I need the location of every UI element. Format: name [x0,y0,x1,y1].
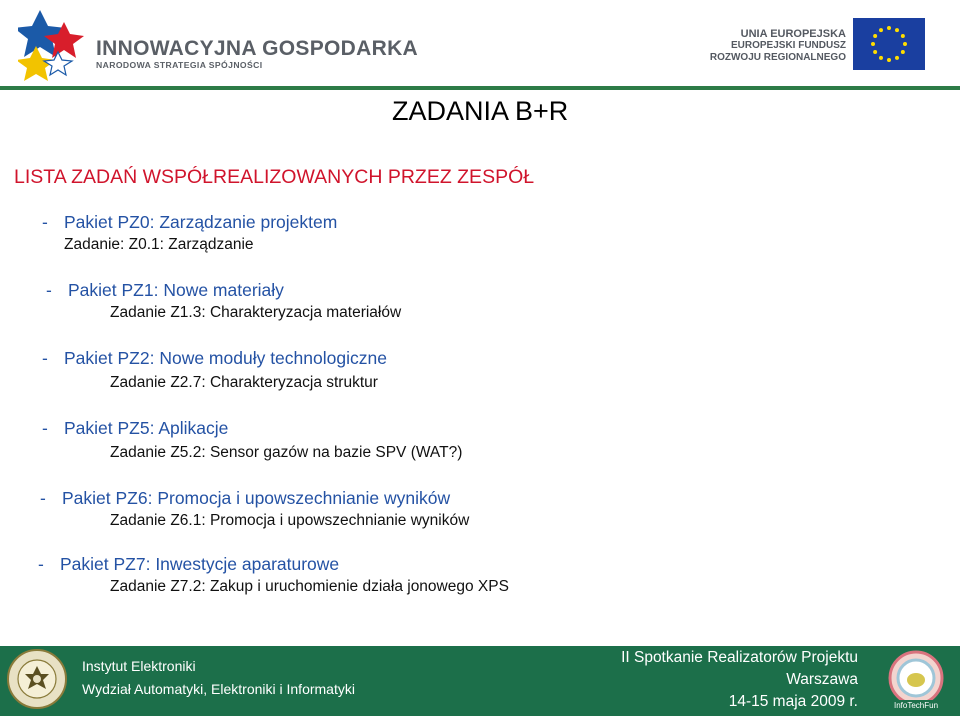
eu-star-icon [895,28,899,32]
bullet-dash: - [42,212,48,232]
bullet-dash: - [42,348,48,368]
task-item: Zadanie Z6.1: Promocja i upowszechnianie wyników [110,512,470,529]
bullet-dash: - [46,280,52,300]
package-label: Pakiet PZ7: Inwestycje aparaturowe [60,554,340,574]
event-date: 14-15 maja 2009 r. [728,693,858,710]
bullet-dash: - [40,488,46,508]
eu-line-1: UNIA EUROPEJSKA [740,28,846,40]
eu-star-icon [903,42,907,46]
innowacyjna-gospodarka-logo-icon [18,8,88,82]
eu-star-icon [901,34,905,38]
package-item [42,212,337,233]
infotechfun-label: InfoTechFun [893,701,939,710]
task-item: Zadanie Z2.7: Charakteryzacja struktur [110,374,378,391]
eu-star-icon [871,42,875,46]
event-location: Warszawa [786,671,858,688]
event-name: II Spotkanie Realizatorów Projektu [621,649,858,666]
program-title: INNOWACYJNA GOSPODARKA [96,37,419,60]
infotechfun-logo-icon [880,650,952,712]
header-banner [0,0,960,88]
bullet-dash: - [42,418,48,438]
eu-star-icon [887,58,891,62]
eu-star-icon [873,50,877,54]
package-item [42,348,387,369]
faculty-name: Wydział Automatyki, Elektroniki i Informatyki [82,681,355,697]
package-item [42,418,228,439]
eu-line-3: ROZWOJU REGIONALNEGO [709,52,846,63]
package-item [46,280,284,301]
eu-star-icon [879,56,883,60]
eu-star-icon [887,26,891,30]
task-item: Zadanie Z5.2: Sensor gazów na bazie SPV (WAT?) [110,444,463,461]
task-item: Zadanie Z1.3: Charakteryzacja materiałów [110,304,402,321]
eu-line-2: EUROPEJSKI FUNDUSZ [730,40,846,51]
package-item [38,554,339,575]
list-heading: LISTA ZADAŃ WSPÓŁREALIZOWANYCH PRZEZ ZESPÓŁ [14,166,535,188]
university-seal-icon [6,648,68,710]
task-item: Zadanie: Z0.1: Zarządzanie [64,236,254,253]
eu-text-block [710,28,846,64]
package-item [40,488,450,509]
eu-star-icon [895,56,899,60]
eu-star-icon [873,34,877,38]
package-label: Pakiet PZ1: Nowe materiały [68,280,284,300]
eu-flag-icon [853,18,925,70]
bullet-dash: - [38,554,44,574]
slide-title: ZADANIA B+R [392,96,569,126]
package-label: Pakiet PZ5: Aplikacje [64,418,229,438]
eu-star-icon [901,50,905,54]
program-subtitle: NARODOWA STRATEGIA SPÓJNOŚCI [96,60,263,70]
task-item: Zadanie Z7.2: Zakup i uruchomienie działa jonowego XPS [110,578,509,595]
package-label: Pakiet PZ6: Promocja i upowszechnianie wyników [62,488,451,508]
institute-name: Instytut Elektroniki [82,658,196,674]
header-divider [0,86,960,90]
package-label: Pakiet PZ2: Nowe moduły technologiczne [64,348,387,368]
eu-star-icon [879,28,883,32]
package-label: Pakiet PZ0: Zarządzanie projektem [64,212,338,232]
